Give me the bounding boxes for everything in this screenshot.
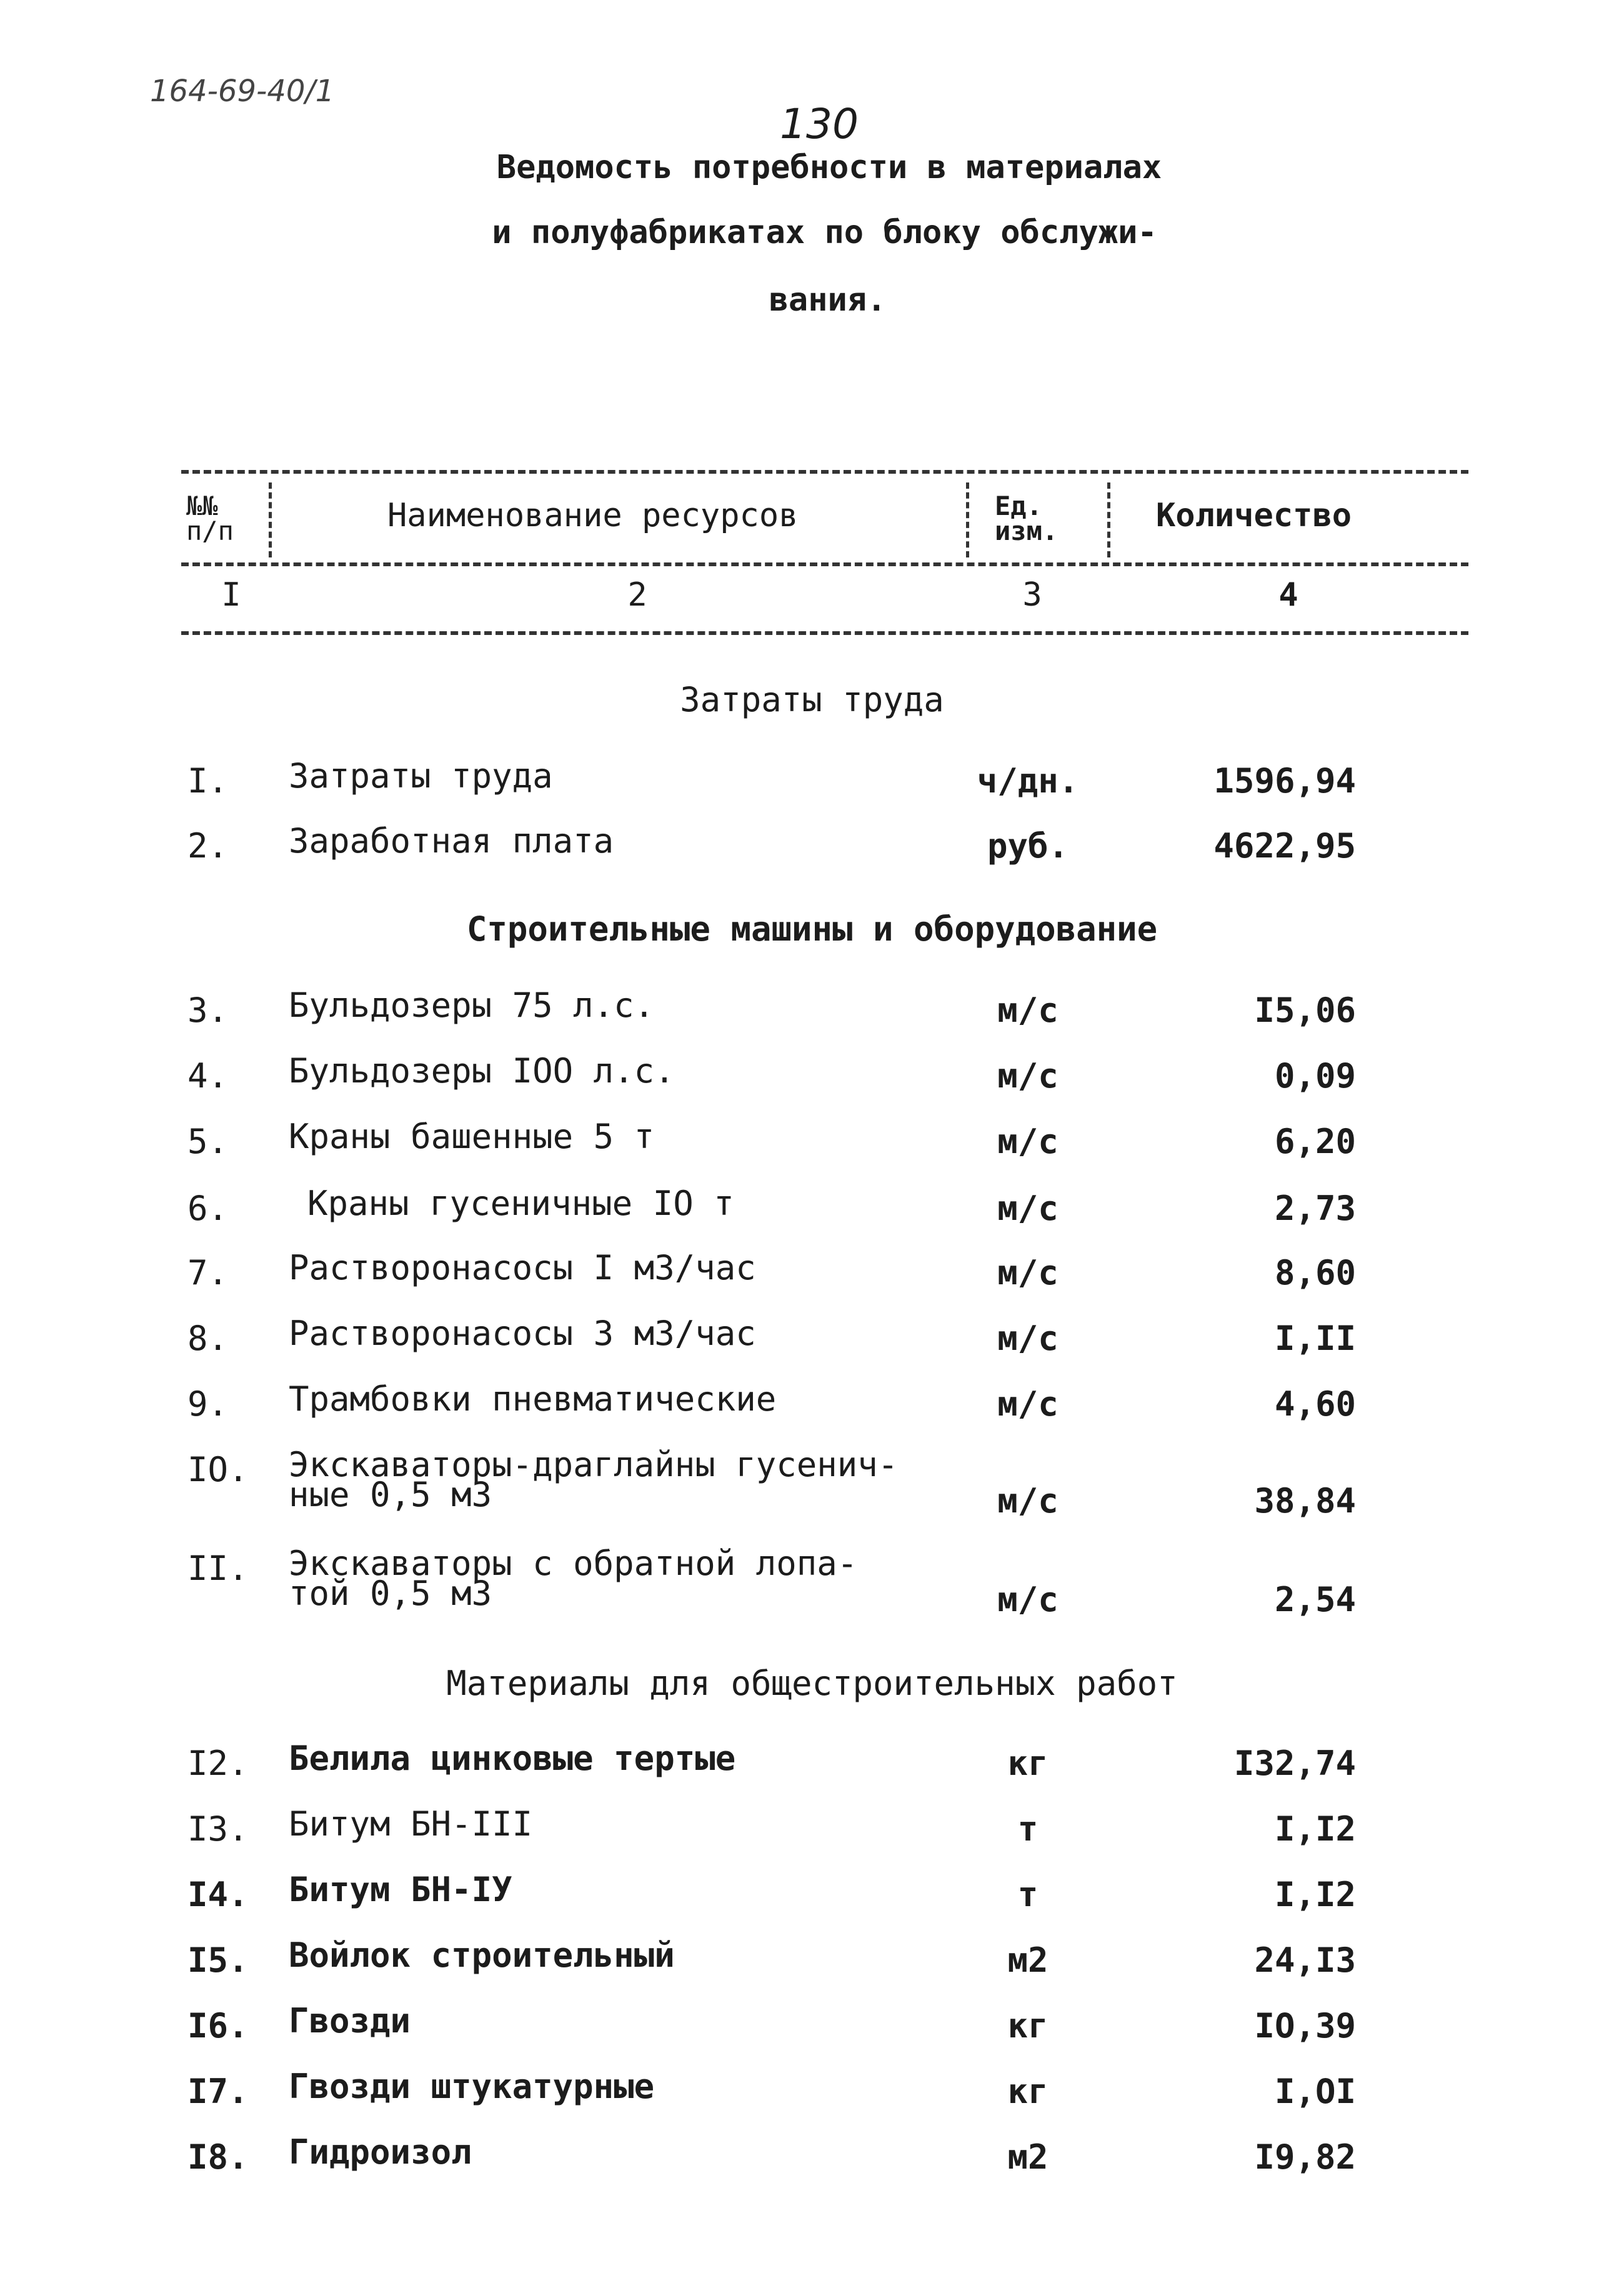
section-title: Строительные машины и оборудование <box>466 909 1158 949</box>
table-row <box>0 1051 1624 1112</box>
header-name: Наименование ресурсов <box>387 497 799 534</box>
table-row <box>0 1936 1624 1997</box>
title-line-2: и полуфабрикатах по блоку обслужи- <box>492 214 1157 251</box>
resource-name: Гвозди штукатурные <box>289 2067 655 2106</box>
row-number: 7. <box>187 1253 229 1292</box>
resource-name: Битум БН-IУ <box>289 1870 512 1909</box>
resource-name: Трамбовки пневматические <box>289 1379 777 1419</box>
unit: м/с <box>997 1056 1059 1096</box>
row-number: I8. <box>187 2137 249 2177</box>
row-number: I3. <box>187 1809 249 1849</box>
resource-name-line-2: ные 0,5 м3 <box>289 1475 492 1514</box>
quantity: 6,20 <box>1274 1122 1356 1161</box>
unit: ч/дн. <box>977 761 1079 801</box>
resource-name: Гвозди <box>289 2001 411 2041</box>
table-rule-mid <box>181 562 1468 566</box>
table-rule-bottom <box>181 631 1468 635</box>
unit: м/с <box>997 1580 1059 1619</box>
quantity: I9,82 <box>1254 2137 1356 2177</box>
table-row <box>0 1804 1624 1866</box>
column-number-3: 3 <box>1022 576 1042 614</box>
quantity: 24,I3 <box>1254 1941 1356 1980</box>
unit: м/с <box>997 991 1059 1030</box>
unit: кг <box>1007 2006 1049 2046</box>
table-row <box>0 1314 1624 1375</box>
table-row <box>0 821 1624 882</box>
table-row <box>0 1445 1624 1531</box>
unit: м2 <box>1007 2137 1049 2177</box>
unit: т <box>1017 1809 1039 1849</box>
header-qty: Количество <box>1156 497 1352 534</box>
table-row <box>0 1248 1624 1309</box>
quantity: IO,39 <box>1254 2006 1356 2046</box>
table-row <box>0 2132 1624 2194</box>
unit: м/с <box>997 1481 1059 1521</box>
row-number: 6. <box>187 1189 229 1228</box>
table-row <box>0 986 1624 1047</box>
resource-name: Заработная плата <box>289 821 614 861</box>
resource-name: Растворонасосы 3 м3/час <box>289 1314 756 1353</box>
column-separator <box>966 482 969 557</box>
quantity: I,II <box>1274 1319 1356 1358</box>
unit: м/с <box>997 1253 1059 1292</box>
table-row <box>0 2067 1624 2128</box>
resource-name: Битум БН-III <box>289 1804 533 1844</box>
unit: руб. <box>987 826 1069 866</box>
table-row <box>0 1379 1624 1441</box>
resource-name: Бульдозеры IOO л.с. <box>289 1051 675 1091</box>
unit: м2 <box>1007 1941 1049 1980</box>
quantity: I32,74 <box>1233 1744 1356 1783</box>
quantity: 2,54 <box>1274 1580 1356 1619</box>
resource-name-line-2: той 0,5 м3 <box>289 1574 492 1613</box>
resource-name: Растворонасосы I м3/час <box>289 1248 756 1287</box>
unit: кг <box>1007 2072 1049 2111</box>
quantity: 1596,94 <box>1213 761 1356 801</box>
table-row <box>0 1117 1624 1178</box>
unit: м/с <box>997 1189 1059 1228</box>
resource-name: Гидроизол <box>289 2132 472 2172</box>
title-line-1: Ведомость потребности в материалах <box>496 149 1162 186</box>
column-number-1: I <box>221 576 241 614</box>
quantity: I,I2 <box>1274 1875 1356 1914</box>
unit: кг <box>1007 1744 1049 1783</box>
quantity: 4,60 <box>1274 1384 1356 1424</box>
table-row <box>0 1184 1624 1245</box>
resource-name-line-1: Экскаваторы с обратной лопа- <box>289 1544 858 1583</box>
row-number: I7. <box>187 2072 249 2111</box>
table-row <box>0 2001 1624 2062</box>
row-number: 5. <box>187 1122 229 1161</box>
column-number-4: 4 <box>1278 576 1298 614</box>
row-number: 2. <box>187 826 229 866</box>
unit: м/с <box>997 1319 1059 1358</box>
quantity: 0,09 <box>1274 1056 1356 1096</box>
resource-name-line-1: Экскаваторы-драглайны гусенич- <box>289 1445 899 1484</box>
table-rule-top <box>181 470 1468 474</box>
row-number: II. <box>187 1549 249 1588</box>
section-title: Затраты труда <box>680 680 944 719</box>
table-row <box>0 1870 1624 1931</box>
resource-name <box>289 1445 899 1514</box>
row-number: I2. <box>187 1744 249 1783</box>
unit: м/с <box>997 1122 1059 1161</box>
quantity: I5,06 <box>1254 991 1356 1030</box>
section-title: Материалы для общестроительных работ <box>446 1664 1178 1703</box>
row-number: 3. <box>187 991 229 1030</box>
table-row <box>0 1544 1624 1630</box>
resource-name: Краны башенные 5 т <box>289 1117 655 1156</box>
quantity: 38,84 <box>1254 1481 1356 1521</box>
header-num: №№ п/п <box>186 491 234 546</box>
row-number: 8. <box>187 1319 229 1358</box>
unit: м/с <box>997 1384 1059 1424</box>
row-number: I6. <box>187 2006 249 2046</box>
resource-name: Краны гусеничные IO т <box>307 1184 734 1223</box>
row-number: I. <box>187 761 229 801</box>
row-number: IO. <box>187 1450 249 1489</box>
resource-name: Затраты труда <box>289 756 553 796</box>
column-number-2: 2 <box>627 576 647 614</box>
header-unit: Ед. изм. <box>995 491 1059 546</box>
quantity: I,I2 <box>1274 1809 1356 1849</box>
unit: т <box>1017 1875 1039 1914</box>
table-row <box>0 1739 1624 1800</box>
column-separator <box>1107 482 1110 557</box>
column-separator <box>269 482 272 557</box>
page-number: 130 <box>780 100 859 148</box>
document-code: 164-69-40/1 <box>150 74 335 109</box>
table-row <box>0 756 1624 817</box>
quantity: 2,73 <box>1274 1189 1356 1228</box>
resource-name: Белила цинковые тертые <box>289 1739 736 1778</box>
quantity: 8,60 <box>1274 1253 1356 1292</box>
row-number: 9. <box>187 1384 229 1424</box>
quantity: 4622,95 <box>1213 826 1356 866</box>
title-line-3: вания. <box>769 281 887 319</box>
resource-name <box>289 1544 858 1613</box>
quantity: I,OI <box>1274 2072 1356 2111</box>
resource-name: Войлок строительный <box>289 1936 675 1975</box>
resource-name: Бульдозеры 75 л.с. <box>289 986 655 1025</box>
row-number: I4. <box>187 1875 249 1914</box>
row-number: 4. <box>187 1056 229 1096</box>
row-number: I5. <box>187 1941 249 1980</box>
